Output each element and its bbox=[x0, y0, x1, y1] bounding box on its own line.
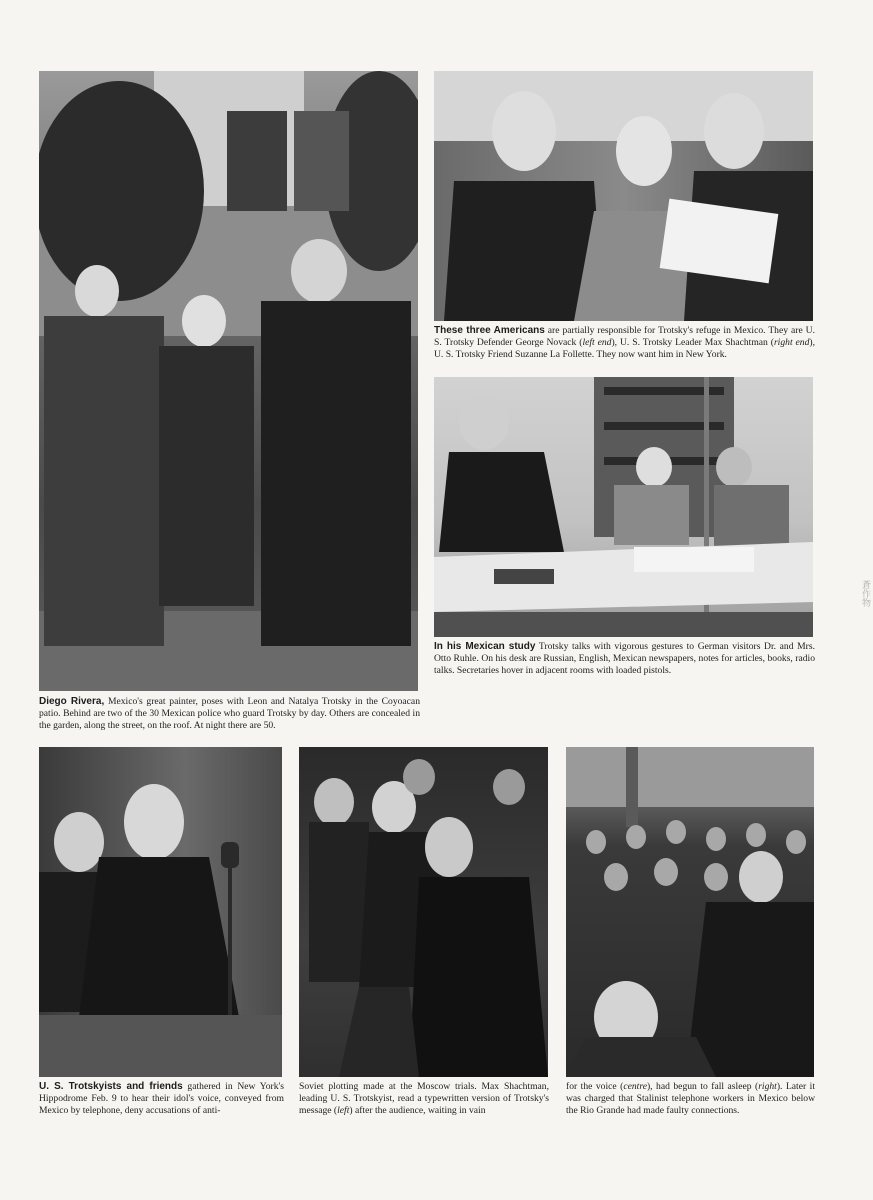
caption-text: ) after the audience, waiting in vain bbox=[349, 1105, 486, 1116]
caption-rivera bbox=[39, 696, 420, 732]
caption-emphasis: right bbox=[758, 1081, 777, 1092]
photo-mexican-study bbox=[434, 377, 813, 637]
photo-hippodrome-speakers bbox=[39, 747, 282, 1077]
caption-three-americans bbox=[434, 325, 815, 361]
caption-text: ), had begun to fall asleep ( bbox=[646, 1081, 759, 1092]
caption-text: gathered in New York's Hippodrome Feb. 9 to hear their idol's voice, conveyed from Mexico by telephone, deny accusations of anti- bbox=[39, 1081, 285, 1116]
caption-emphasis: centre bbox=[623, 1081, 647, 1092]
caption-text: are partially responsible for Trotsky's refuge in Mexico. They are U. S. Trotsky Defender George Novack ( bbox=[434, 325, 815, 348]
caption-text: ). Later it was charged that Stalinist telephone workers in Mexico below the Rio Grande had made faulty connections. bbox=[566, 1081, 815, 1116]
caption-hippodrome-1 bbox=[39, 1081, 284, 1117]
photo-hippodrome-audience bbox=[299, 747, 548, 1077]
caption-mexican-study bbox=[434, 641, 815, 677]
caption-emphasis: right end bbox=[773, 337, 810, 348]
caption-lead: These three Americans bbox=[434, 325, 545, 336]
caption-emphasis: left end bbox=[582, 337, 612, 348]
caption-lead: In his Mexican study bbox=[434, 641, 536, 652]
caption-hippodrome-3 bbox=[566, 1081, 815, 1117]
caption-text: Trotsky talks with vigorous gestures to German visitors Dr. and Mrs. Otto Ruhle. On his desk are Russian, English, Mexican newspapers, notes for articles, books, radio talks. Secretaries hover in adjacent rooms with loaded pistols. bbox=[434, 641, 815, 676]
caption-hippodrome-2 bbox=[299, 1081, 549, 1117]
caption-text: Mexico's great painter, poses with Leon and Natalya Trotsky in the Coyoacan patio. Behind are two of the 30 Mexican police who guard Trotsky by day. Others are concealed in the garden, along the street, on the roof. At night there are 50. bbox=[39, 696, 420, 731]
caption-lead: Diego Rivera, bbox=[39, 696, 105, 707]
caption-text: ), U. S. Trotsky Friend Suzanne La Follette. They now want him in New York. bbox=[434, 337, 815, 360]
caption-lead: U. S. Trotskyists and friends bbox=[39, 1081, 183, 1092]
photo-rivera-trotsky-patio bbox=[39, 71, 418, 691]
caption-text: for the voice ( bbox=[566, 1081, 624, 1092]
photo-three-americans bbox=[434, 71, 813, 321]
caption-text: Soviet plotting made at the Moscow trials. Max Shachtman, leading U. S. Trotskyist, read a typewritten version of Trotsky's message ( bbox=[299, 1081, 549, 1116]
watermark: 蒼作物 bbox=[860, 580, 870, 607]
caption-emphasis: left bbox=[337, 1105, 350, 1116]
photo-hippodrome-sleeping-audience bbox=[566, 747, 814, 1077]
caption-text: ), U. S. Trotsky Leader Max Shachtman ( bbox=[611, 337, 774, 348]
